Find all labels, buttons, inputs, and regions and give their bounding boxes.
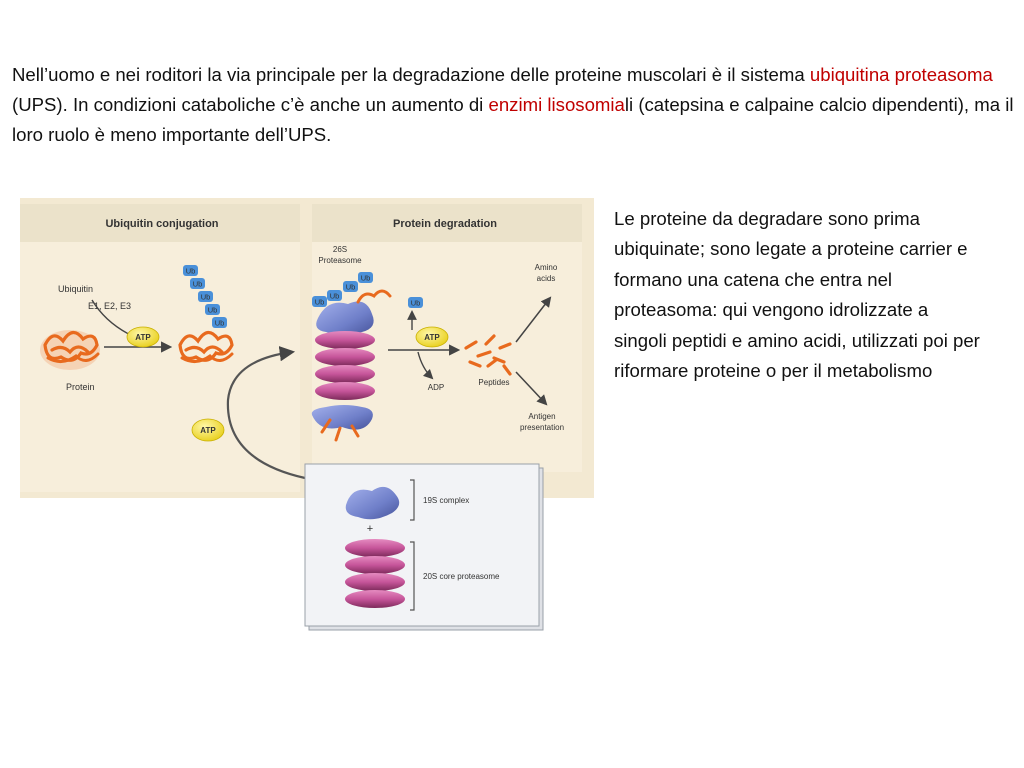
svg-text:Ub: Ub [192,279,203,289]
atp-label-left: ATP [135,333,151,342]
complex-19s-label: 19S complex [423,496,470,505]
figure-background [20,198,594,498]
atp-icon-middle [192,419,224,441]
released-ub-tag [408,297,423,308]
antigen-label-2: presentation [519,423,565,432]
svg-text:Ub: Ub [214,318,225,328]
atp-icon-right [416,327,448,347]
ub-tag [190,278,205,289]
atp-label-middle: ATP [200,426,216,435]
caption-text: Le proteine da degradare sono prima ubiquinate; sono legate a proteine carrier e formano una catena che entra nel proteasoma: qui vengono idrolizzate a singoli peptidi e amino acidi, utilizzati poi per riformare proteine o per il metabolismo [614,208,980,382]
intro-text-1: Nell’uomo e nei roditori la via principale per la degradazione delle proteine muscolari è il sistema [12,64,810,85]
ub-tag [312,296,327,307]
svg-text:Ub: Ub [360,273,371,283]
ubiquitin-label: Ubiquitin [58,284,94,294]
svg-text:Ub: Ub [185,266,196,276]
ups-term: ubiquitina proteasoma [809,64,993,85]
protein-icon [40,330,100,370]
svg-text:Ub: Ub [314,297,325,307]
ub-tag [183,265,198,276]
ub-tag [212,317,227,328]
intro-text-3: li (catepsina e calpaine calcio dipendenti), ma il loro ruolo è meno importante dell’UPS. [12,94,1014,145]
core-20s-label: 20S core proteasome [423,572,500,581]
lysosomal-enzymes-term: enzimi lisosomia [488,94,625,115]
enzymes-label: E1, E2, E3 [88,301,132,311]
plus-sign: + [366,523,374,535]
svg-text:Ub: Ub [329,291,340,301]
svg-text:Ub: Ub [410,298,421,308]
svg-text:Ub: Ub [345,282,356,292]
ub-tag [343,281,358,292]
atp-icon-left [127,327,159,347]
svg-text:Ub: Ub [200,292,211,302]
panel-right-title: Protein degradation [393,218,497,230]
proteasome-assembly-inset [305,464,543,630]
ub-tag [358,272,373,283]
ub-tag [205,304,220,315]
intro-text-2: (UPS). In condizioni cataboliche c’è anche un aumento di [12,94,489,115]
peptides-label: Peptides [478,378,510,387]
protein-label: Protein [66,382,95,392]
proteasome-26s-label-1: 26S [332,245,348,254]
ub-tag [327,290,342,301]
adp-label: ADP [427,383,445,392]
amino-acids-label-1: Amino [534,263,558,272]
antigen-label-1: Antigen [528,412,556,421]
panel-left-title: Ubiquitin conjugation [105,218,219,230]
proteasome-26s-label-2: Proteasome [318,256,362,265]
svg-text:Ub: Ub [207,305,218,315]
amino-acids-label-2: acids [536,274,556,283]
atp-label-right: ATP [424,333,440,342]
ub-tag [198,291,213,302]
